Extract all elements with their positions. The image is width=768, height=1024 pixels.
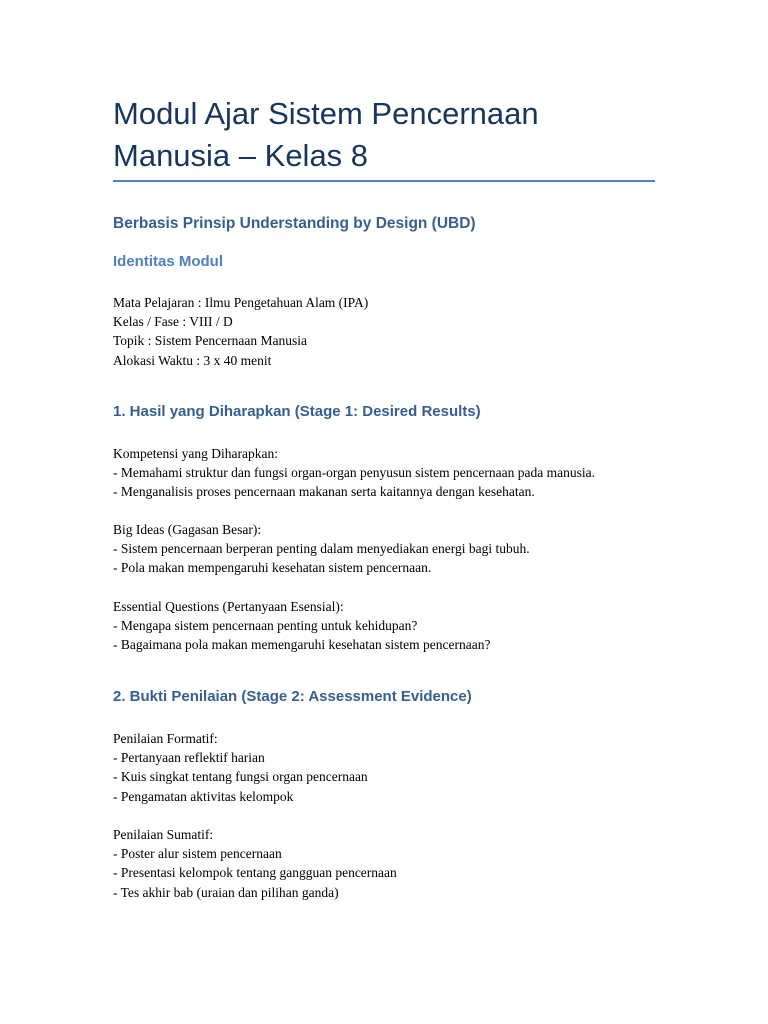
big-idea-line: - Pola makan mempengaruhi kesehatan sistem pencernaan. (113, 560, 432, 576)
formative-line: - Pengamatan aktivitas kelompok (113, 788, 294, 804)
big-idea-line: - Sistem pencernaan berperan penting dalam menyediakan energi bagi tubuh. (113, 541, 530, 557)
essential-questions-list (113, 597, 490, 655)
competency-line: - Memahami struktur dan fungsi organ-organ penyusun sistem pencernaan pada manusia. (113, 465, 595, 481)
essential-question-line: - Bagaimana pola makan memengaruhi kesehatan sistem pencernaan? (113, 637, 491, 653)
stage1-heading: 1. Hasil yang Diharapkan (Stage 1: Desired Results) (113, 403, 481, 420)
summative-list (113, 825, 397, 902)
identity-list (113, 293, 368, 370)
identity-line: Kelas / Fase : VIII / D (113, 314, 233, 330)
essential-question-line: - Mengapa sistem pencernaan penting untuk kehidupan? (113, 618, 418, 634)
stage2-heading: 2. Bukti Penilaian (Stage 2: Assessment Evidence) (113, 688, 472, 705)
competency-line: Kompetensi yang Diharapkan: (113, 446, 278, 461)
identity-line: Topik : Sistem Pencernaan Manusia (113, 333, 308, 349)
title-divider (113, 180, 655, 182)
summative-line: - Tes akhir bab (uraian dan pilihan ganda) (113, 884, 339, 900)
essential-question-line: Essential Questions (Pertanyaan Esensial): (113, 599, 344, 614)
competencies-list (113, 444, 595, 502)
formative-line: Penilaian Formatif: (113, 731, 218, 746)
identity-line: Mata Pelajaran : Ilmu Pengetahuan Alam (IPA) (113, 295, 369, 310)
identity-heading: Identitas Modul (113, 253, 223, 270)
formative-line: - Pertanyaan reflektif harian (113, 750, 265, 766)
formative-list (113, 729, 368, 806)
summative-line: Penilaian Sumatif: (113, 827, 214, 842)
big-ideas-list (113, 520, 530, 578)
formative-line: - Kuis singkat tentang fungsi organ pencernaan (113, 769, 368, 785)
summative-line: - Presentasi kelompok tentang gangguan pencernaan (113, 865, 397, 881)
document-title: Modul Ajar Sistem Pencernaan Manusia – Kelas 8 (113, 96, 539, 173)
competency-line: - Menganalisis proses pencernaan makanan serta kaitannya dengan kesehatan. (113, 484, 535, 500)
identity-line: Alokasi Waktu : 3 x 40 menit (113, 352, 272, 368)
big-idea-line: Big Ideas (Gagasan Besar): (113, 522, 262, 537)
summative-line: - Poster alur sistem pencernaan (113, 846, 282, 862)
document-subtitle: Berbasis Prinsip Understanding by Design (UBD) (113, 215, 476, 232)
